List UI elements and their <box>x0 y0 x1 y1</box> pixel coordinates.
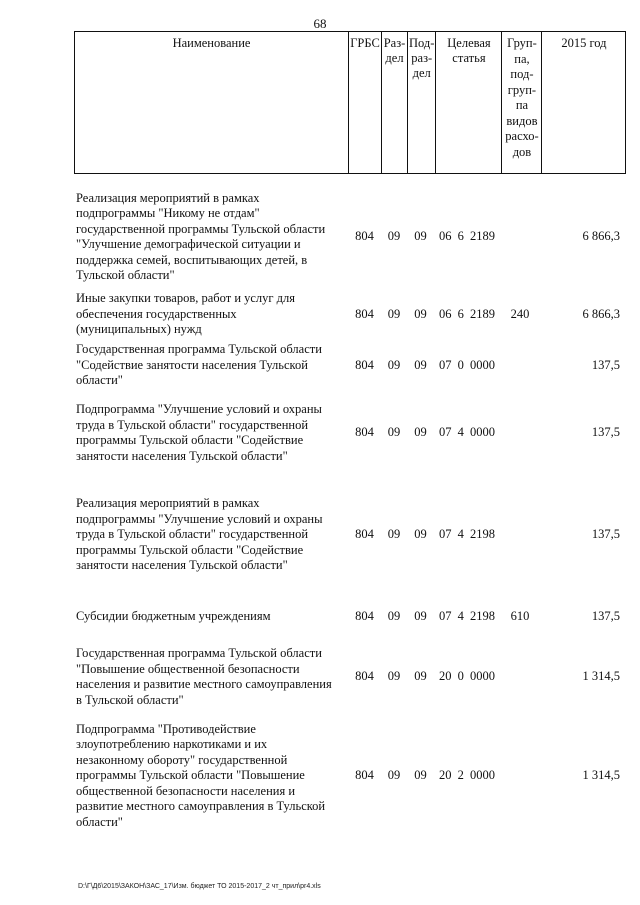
row-name-line: программы Тульской области "Содействие <box>76 542 304 557</box>
cell-vid <box>500 475 540 595</box>
row-name <box>74 391 348 475</box>
row-name-line: труда в Тульской области" государственной <box>76 527 309 542</box>
cell-grbs <box>348 185 381 289</box>
cell-podrazdel <box>407 289 434 340</box>
row-name-line: обеспечения государственных <box>76 306 237 321</box>
row-name-line: в Тульской области" <box>76 692 184 707</box>
cell-amount <box>540 716 624 836</box>
file-path-footer: D:\Г\Д6\2015\ЗАКОН\ЗАС_17\Изм. бюджет ТО 2015-2017_2 чт_прил\pr4.xls <box>78 883 321 890</box>
row-name-line: государственной программы Тульской области <box>76 221 326 236</box>
cell-celevaya <box>434 638 500 716</box>
cell-podrazdel-value: 09 <box>414 229 427 244</box>
cell-grbs <box>348 289 381 340</box>
cell-vid-value: 240 <box>510 306 530 321</box>
cell-podrazdel <box>407 595 434 638</box>
cell-podrazdel <box>407 475 434 595</box>
header-year: 2015 год <box>542 32 626 174</box>
cell-amount <box>540 595 624 638</box>
cell-vid <box>500 638 540 716</box>
cell-amount-value: 6 866,3 <box>582 229 620 244</box>
cell-amount-value: 137,5 <box>591 608 620 623</box>
row-name-line: Государственная программа Тульской области <box>76 646 322 660</box>
row-name <box>74 475 348 595</box>
row-name <box>74 185 348 289</box>
cell-grbs <box>348 340 381 391</box>
cell-vid <box>500 391 540 475</box>
header-razdel <box>382 32 408 174</box>
table-row <box>74 475 624 595</box>
row-name-line: области" <box>76 373 123 388</box>
cell-razdel-value: 09 <box>387 608 401 623</box>
cell-razdel-value: 09 <box>387 768 401 783</box>
row-name-line: Реализация мероприятий в рамках <box>76 496 260 511</box>
row-name-line: Иные закупки товаров, работ и услуг для <box>76 291 296 306</box>
header-line: раз- <box>411 51 433 65</box>
header-line: видов <box>506 113 538 128</box>
cell-celevaya-value: 06 6 2189 <box>439 306 495 321</box>
cell-podrazdel-value: 09 <box>414 527 427 542</box>
cell-grbs-value: 804 <box>355 608 374 623</box>
row-name-line: подпрограммы "Улучшение условий и охраны <box>76 511 323 526</box>
header-celevaya <box>436 32 502 174</box>
row-name-line: поддержка семей, воспитывающих детей, в <box>76 252 308 267</box>
cell-celevaya-value: 07 4 0000 <box>439 425 495 440</box>
table-row <box>74 289 624 340</box>
cell-grbs <box>348 638 381 716</box>
row-name-line: Подпрограмма "Противодействие <box>76 721 256 736</box>
cell-grbs <box>348 475 381 595</box>
row-name-line: труда в Тульской области" государственной <box>76 417 309 432</box>
header-line: Раз- <box>383 36 406 50</box>
cell-celevaya <box>434 391 500 475</box>
cell-celevaya-value: 20 2 0000 <box>439 768 495 783</box>
cell-vid <box>500 716 540 836</box>
header-line: Под- <box>409 36 435 50</box>
cell-amount <box>540 391 624 475</box>
cell-amount <box>540 638 624 716</box>
cell-grbs-value: 804 <box>355 768 374 783</box>
row-name <box>74 340 348 391</box>
cell-grbs-value: 804 <box>355 425 374 440</box>
header-line: груп- <box>507 82 537 97</box>
header-line: дов <box>512 144 532 159</box>
cell-vid <box>500 289 540 340</box>
cell-amount-value: 137,5 <box>591 425 620 440</box>
cell-amount-value: 137,5 <box>591 357 620 372</box>
cell-podrazdel-value: 09 <box>414 608 427 623</box>
cell-amount <box>540 185 624 289</box>
cell-razdel-value: 09 <box>387 357 401 372</box>
cell-vid-value: 610 <box>510 608 530 623</box>
row-name-line: развитие местного самоуправления в Тульской <box>76 799 326 814</box>
cell-vid <box>500 340 540 391</box>
cell-podrazdel <box>407 340 434 391</box>
cell-amount-value: 1 314,5 <box>582 669 620 684</box>
cell-podrazdel-value: 09 <box>414 306 427 321</box>
cell-podrazdel-value: 09 <box>414 357 427 372</box>
cell-celevaya-value: 07 4 2198 <box>439 608 495 623</box>
cell-amount-value: 1 314,5 <box>582 768 620 783</box>
cell-podrazdel-value: 09 <box>414 768 427 783</box>
header-podrazdel <box>408 32 436 174</box>
cell-razdel <box>381 595 407 638</box>
header-grbs: ГРБС <box>349 32 382 174</box>
page-number: 68 <box>313 16 327 31</box>
cell-celevaya <box>434 475 500 595</box>
cell-grbs <box>348 595 381 638</box>
row-name-line: Субсидии бюджетным учреждениям <box>76 608 271 623</box>
header-line: под- <box>510 67 534 81</box>
header-line: статья <box>452 51 486 65</box>
cell-celevaya <box>434 289 500 340</box>
cell-celevaya-value: 20 0 0000 <box>439 669 495 684</box>
header-line: па, <box>514 51 530 66</box>
cell-podrazdel <box>407 185 434 289</box>
cell-razdel <box>381 638 407 716</box>
cell-vid <box>500 595 540 638</box>
cell-grbs <box>348 716 381 836</box>
row-name-line: занятости населения Тульской области" <box>76 448 288 463</box>
table-row <box>74 391 624 475</box>
row-name-line: населения и развитие местного самоуправления <box>76 677 332 691</box>
row-name-line: злоупотреблению наркотиками и их <box>76 737 268 752</box>
cell-celevaya <box>434 185 500 289</box>
cell-razdel <box>381 716 407 836</box>
row-name <box>74 638 348 716</box>
row-name-line: общественной безопасности населения и <box>76 783 296 798</box>
cell-razdel-value: 09 <box>387 229 401 244</box>
cell-grbs-value: 804 <box>355 306 374 321</box>
cell-razdel <box>381 475 407 595</box>
cell-amount <box>540 475 624 595</box>
table-row <box>74 716 624 836</box>
data-table <box>74 185 624 836</box>
cell-razdel <box>381 185 407 289</box>
cell-razdel <box>381 391 407 475</box>
row-name-line: области" <box>76 814 123 829</box>
row-name-line: "Повышение общественной безопасности <box>76 661 300 676</box>
cell-razdel-value: 09 <box>387 527 401 542</box>
cell-grbs <box>348 391 381 475</box>
cell-amount-value: 6 866,3 <box>582 306 620 321</box>
header-line: па <box>515 98 529 112</box>
cell-vid <box>500 185 540 289</box>
cell-razdel-value: 09 <box>387 425 401 440</box>
cell-celevaya-value: 07 4 2198 <box>439 527 495 542</box>
row-name-line: "Улучшение демографической ситуации и <box>76 237 301 251</box>
row-name <box>74 289 348 340</box>
header-line: дел <box>385 51 404 65</box>
row-name-line: программы Тульской области "Повышение <box>76 768 305 783</box>
row-name <box>74 595 348 638</box>
row-name-line: Тульской области" <box>76 268 175 282</box>
cell-grbs-value: 804 <box>355 669 374 684</box>
table-row <box>74 185 624 289</box>
row-name-line: программы Тульской области "Содействие <box>76 433 304 447</box>
row-name-line: подпрограммы "Никому не отдам" <box>76 206 260 220</box>
cell-grbs-value: 804 <box>355 357 374 372</box>
cell-podrazdel-value: 09 <box>414 425 427 440</box>
table-row <box>74 595 624 638</box>
header-line: расхо- <box>505 129 539 143</box>
row-name-line: незаконному обороту" государственной <box>76 752 288 767</box>
header-name: Наименование <box>75 32 349 174</box>
header-line: дел <box>412 66 431 80</box>
cell-celevaya <box>434 340 500 391</box>
cell-razdel-value: 09 <box>387 306 401 321</box>
header-gruppa <box>502 32 542 174</box>
table-header <box>74 31 626 174</box>
cell-amount <box>540 340 624 391</box>
cell-grbs-value: 804 <box>355 527 374 542</box>
row-name-line: Реализация мероприятий в рамках <box>76 190 260 205</box>
header-line: Груп- <box>507 36 537 50</box>
cell-podrazdel <box>407 391 434 475</box>
cell-amount <box>540 289 624 340</box>
cell-razdel <box>381 340 407 391</box>
cell-podrazdel-value: 09 <box>414 669 427 684</box>
row-name-line: занятости населения Тульской области" <box>76 558 288 573</box>
cell-celevaya <box>434 595 500 638</box>
cell-podrazdel <box>407 716 434 836</box>
cell-celevaya <box>434 716 500 836</box>
table-row <box>74 638 624 716</box>
header-line: Целевая <box>447 36 491 50</box>
row-name-line: Подпрограмма "Улучшение условий и охраны <box>76 402 322 416</box>
row-name-line: "Содействие занятости населения Тульской <box>76 357 308 372</box>
cell-grbs-value: 804 <box>355 229 374 244</box>
row-name-line: (муниципальных) нужд <box>76 322 202 337</box>
table-row <box>74 340 624 391</box>
cell-razdel <box>381 289 407 340</box>
cell-podrazdel <box>407 638 434 716</box>
cell-amount-value: 137,5 <box>591 527 620 542</box>
row-name-line: Государственная программа Тульской области <box>76 342 322 357</box>
cell-razdel-value: 09 <box>387 669 401 684</box>
cell-celevaya-value: 06 6 2189 <box>439 229 495 244</box>
cell-celevaya-value: 07 0 0000 <box>439 357 495 372</box>
row-name <box>74 716 348 836</box>
